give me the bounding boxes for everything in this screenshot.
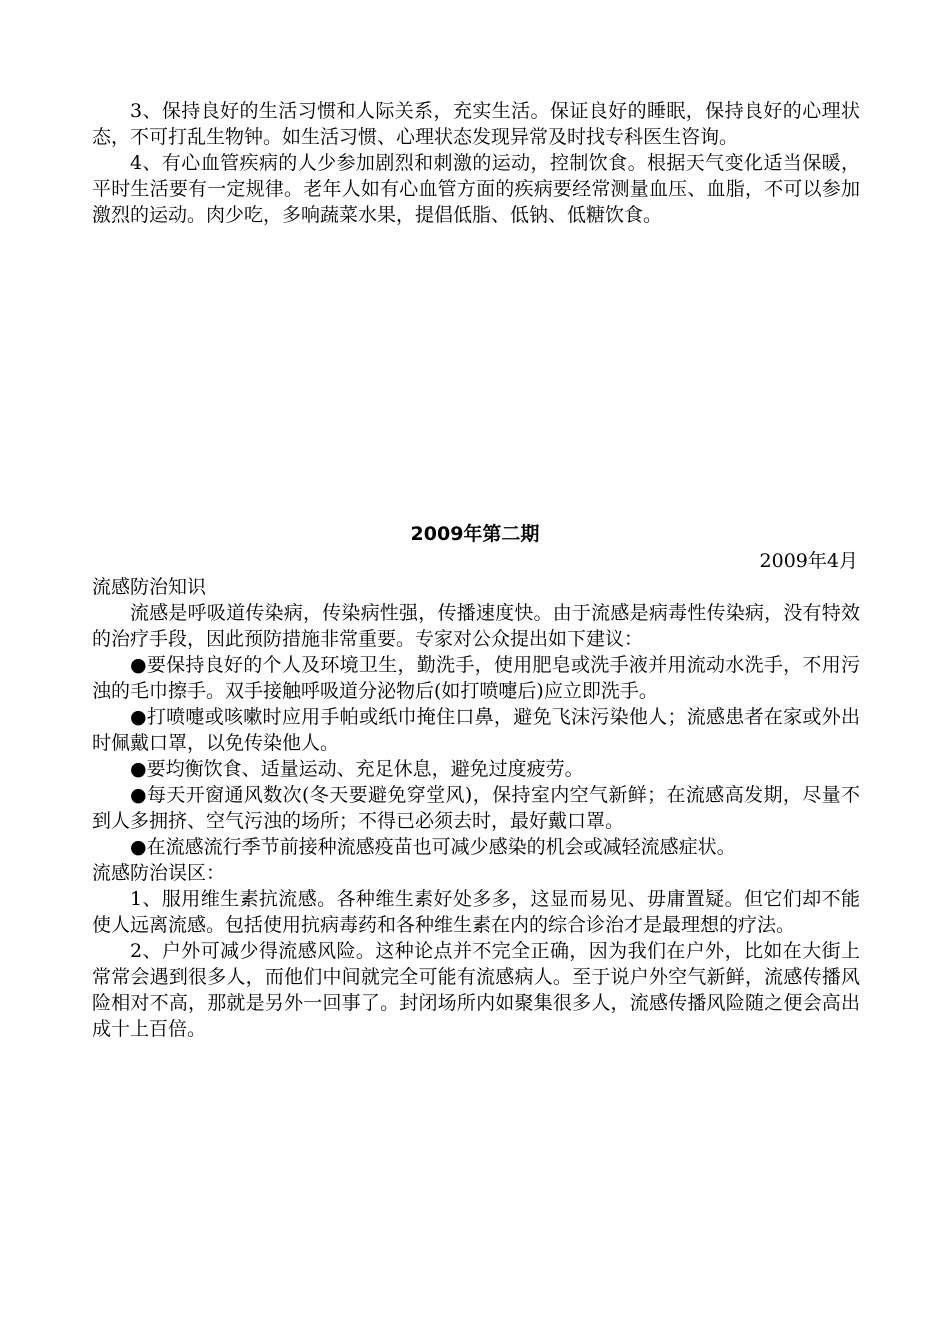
section-heading: 流感防治知识 xyxy=(92,576,207,598)
paragraph: 3、保持良好的生活习惯和人际关系，充实生活。保证良好的睡眠，保持良好的心理状态，不可打乱生物钟。如生活习惯、心理状态发现异常及时找专科医生咨询。 xyxy=(92,100,860,148)
issue-title: 2009年第二期 xyxy=(410,523,540,545)
bullet-item: ●要均衡饮食、适量运动、充足休息，避免过度疲劳。 xyxy=(130,758,584,780)
previous-section-text xyxy=(92,98,860,228)
bullet-item: ●在流感流行季节前接种流感疫苗也可减少感染的机会或减轻流感症状。 xyxy=(130,836,736,858)
bullet-item: ●要保持良好的个人及环境卫生，勤洗手，使用肥皂或洗手液并用流动水洗手，不用污浊的毛巾擦手。双手接触呼吸道分泌物后(如打喷嚏后)应立即洗手。 xyxy=(92,654,860,702)
myths-heading: 流感防治误区： xyxy=(92,862,226,884)
myth-item: 2、户外可减少得流感风险。这种论点并不完全正确，因为我们在户外，比如在大街上常常会遇到很多人，而他们中间就完全可能有流感病人。至于说户外空气新鲜，流感传播风险相对不高，那就是另外一回事了。封闭场所内如聚集很多人，流感传播风险随之便会高出成十上百倍。 xyxy=(92,940,860,1040)
bullet-item: ●打喷嚏或咳嗽时应用手帕或纸巾掩住口鼻，避免飞沫污染他人；流感患者在家或外出时佩戴口罩，以免传染他人。 xyxy=(92,706,860,754)
paragraph: 4、有心血管疾病的人少参加剧烈和刺激的运动，控制饮食。根据天气变化适当保暖，平时生活要有一定规律。老年人如有心血管方面的疾病要经常测量血压、血脂，不可以参加激烈的运动。肉少吃，多响蔬菜水果，提倡低脂、低钠、低糖饮食。 xyxy=(92,152,860,226)
myth-item: 1、服用维生素抗流感。各种维生素好处多多，这显而易见、毋庸置疑。但它们却不能使人远离流感。包括使用抗病毒药和各种维生素在内的综合诊治才是最理想的疗法。 xyxy=(92,888,860,936)
bullet-item: ●每天开窗通风数次(冬天要避免穿堂风)，保持室内空气新鲜；在流感高发期，尽量不到人多拥挤、空气污浊的场所；不得已必须去时，最好戴口罩。 xyxy=(92,784,860,832)
issue-date: 2009年4月 xyxy=(759,550,858,572)
paragraph: 流感是呼吸道传染病，传染病性强，传播速度快。由于流感是病毒性传染病，没有特效的治疗手段，因此预防措施非常重要。专家对公众提出如下建议： xyxy=(92,602,860,650)
flu-section xyxy=(92,574,860,1042)
